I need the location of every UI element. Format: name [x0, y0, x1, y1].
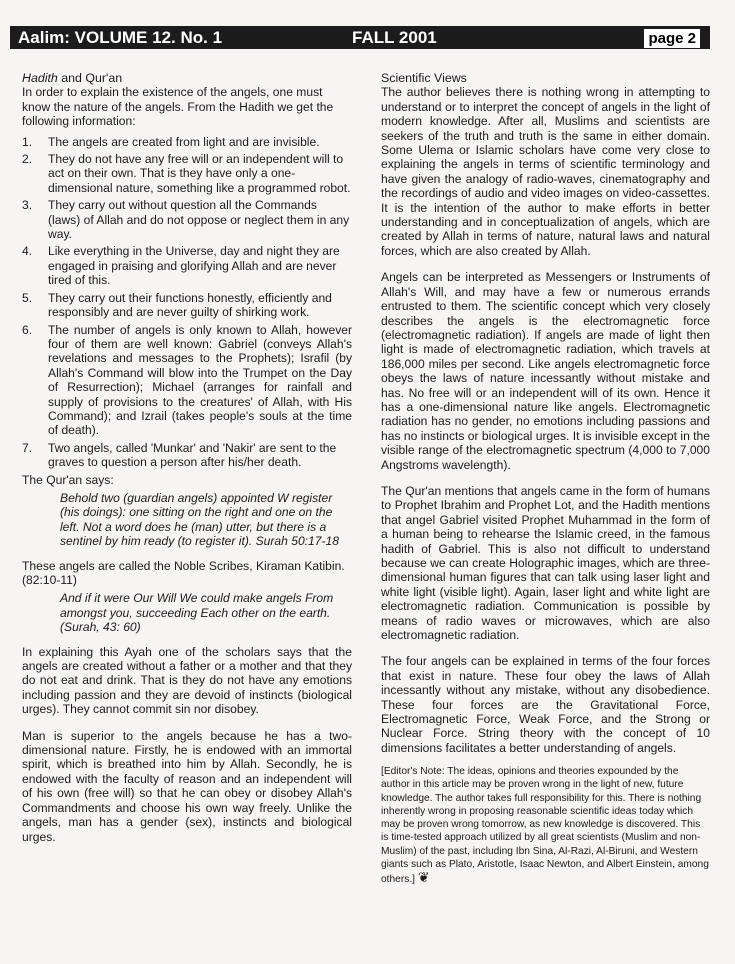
noble-scribes-text: These angels are called the Noble Scribes, Kiraman Katibin. (82:10-11) [22, 558, 345, 587]
quran-quote-surah-50: Behold two (guardian angels) appointed W register (his doings): one sitting on the right and one on the left. Not a word does he (man) utter, but there is a sentinel by him ready (to register it). Surah 50:17-18 [60, 490, 339, 549]
page-header [10, 26, 710, 49]
list-item: 1. The angels are created from light and are invisible. [22, 134, 320, 149]
left-column [22, 71, 352, 844]
journal-volume: Aalim: VOLUME 12. No. 1 [18, 28, 223, 47]
list-item: 2. They do not have any free will or an independent will to act on their own. That is they have only a one-dimensional nature, something like a programmed robot. [22, 152, 351, 195]
quran-says-label: The Qur'an says: [22, 472, 114, 487]
four-forces-paragraph: The four angels can be explained in terms of the four forces that exist in nature. These four obey the laws of Allah incessantly without any mistake, without any disobedience. These four forces are the Gravitational Force, Electromagnetic Force, Weak Force, and the Strong or Nuclear Force. String theory with the concept of 10 dimensions facilitates a better understanding of angels. [381, 654, 710, 755]
list-item: 3. They carry out without question all the Commands (laws) of Allah and do not oppose or neglect them in any way. [22, 198, 350, 242]
quran-quote-surah-43: And if it were Our Will We could make angels From amongst you, succeeding Each other on the earth. (Surah, 43: 60) [60, 591, 334, 635]
holographic-paragraph: The Qur'an mentions that angels came in the form of humans to Prophet Ibrahim and Prophet Lot, and the Hadith mentions that angel Gabriel visited Prophet Muhammad in the form of a human being to rehearse the Islamic creed, in the famous hadith of Gabriel. This is also not difficult to understand because we can create Holographic images, which are three-dimensional human figures that can talk using laser light and white light (visible light). Again, laser light and white light are electromagnetic radiation. Communication is possible by means of radio waves or microwaves, which are also electromagnetic radiation. [381, 483, 710, 643]
page-number: page 2 [644, 29, 700, 48]
list-item: 5. They carry out their functions honestly, efficiently and responsibly and are never guilty of shirking work. [22, 290, 332, 320]
section-title-scientific-views: Scientific Views [381, 71, 467, 85]
leaf-ornament-icon: ❦ [417, 868, 430, 885]
ayah-explanation-paragraph: In explaining this Ayah one of the scholars says that the angels are created without a father or a mother and that they do not eat and drink. That is they do not have any emotions including passion and they are devoid of instincts (biological urges). They cannot commit sin nor disobey. [22, 644, 352, 717]
man-superior-paragraph: Man is superior to the angels because he has a two-dimensional nature. Firstly, he is endowed with an immortal spirit, which is breathed into him by Allah. Secondly, he is endowed with the faculty of reason and an independent will of his own (free will) so that he can obey or disobey Allah's Commandments and choose his own way freely. Unlike the angels, man has a gender (sex), instincts and biological urges. [22, 728, 352, 844]
section-title-hadith-quran: Hadith and Qur'an [22, 71, 123, 85]
angel-facts-list [22, 135, 352, 470]
electromagnetic-paragraph: Angels can be interpreted as Messengers or Instruments of Allah's Will, and may have a few or numerous errands entrusted to them. The scientific concept which very closely describes the angels is the electromagnetic force (electromagnetic radiation). If angels are made of light then light is made of electromagnetic radiation, which travels at 186,000 miles per second. Like angels electromagnetic force obeys the laws of nature incessantly without mistake and has. No free will or an independent will of its own. Hence it has a one-dimensional nature like angels. Electromagnetic radiation has no gender, no emotions including passions and has no instincts or biological urges. It is invisible except in the visible range of the electromagnetic spectrum (4,000 to 7,000 Angstroms wavelength). [381, 270, 710, 472]
list-item: 7. Two angels, called 'Munkar' and 'Nakir' are sent to the graves to question a person after his/her death. [22, 440, 337, 470]
right-column [381, 71, 710, 886]
list-item: 4. Like everything in the Universe, day and night they are engaged in praising and glorifying Allah and are never tired of this. [22, 244, 340, 288]
scientific-views-paragraph: The author believes there is nothing wrong in attempting to understand or to interpret the concept of angels in the light of modern knowledge. After all, Muslims and scientists are seekers of the truth and truth is the same in either domain. Some Ulema or Islamic scholars have come very close to explaining the angels in terms of scientific terminology and have given the analogy of radio-waves, cinematography and the recordings of audio and video images on video-cassettes. It is the intention of the author to make efforts in better understanding and in conceptualization of angels, which are created by Allah in terms of nature, natural laws and natural forces, which are also created by Allah. [381, 85, 710, 258]
intro-paragraph: In order to explain the existence of the angels, one must know the nature of the angels. From the Hadith we get the following information: [22, 85, 334, 129]
list-item: 6. The number of angels is only known to Allah, however four of them are well known: Gabriel (conveys Allah's revelations and messages to the Prophets); Israfil (by Allah's Command will blow into the Trumpet on the Day of Resurrection); Michael (arranges for rainfall and supply of provisions to the creatures' of Allah, with His Command); and Izrail (takes people's souls at the time of death). [22, 322, 352, 438]
issue-season: FALL 2001 [352, 28, 437, 47]
editor-note: [Editor's Note: The ideas, opinions and theories expounded by the author in this article may be proven wrong in the light of new, future knowledge. The author takes full responsibility for this. There is nothing inherently wrong in proposing reasonable scientific ideas today which may be proven wrong tomorrow, as new knowledge is discovered. This is time-tested approach utilized by all great scientists (Muslim and non-Muslim) of the past, including Ibn Sina, Al-Razi, Al-Biruni, and Western giants such as Plato, Aristotle, Isaac Newton, and Albert Einstein, among others.] ❦ [381, 766, 709, 885]
